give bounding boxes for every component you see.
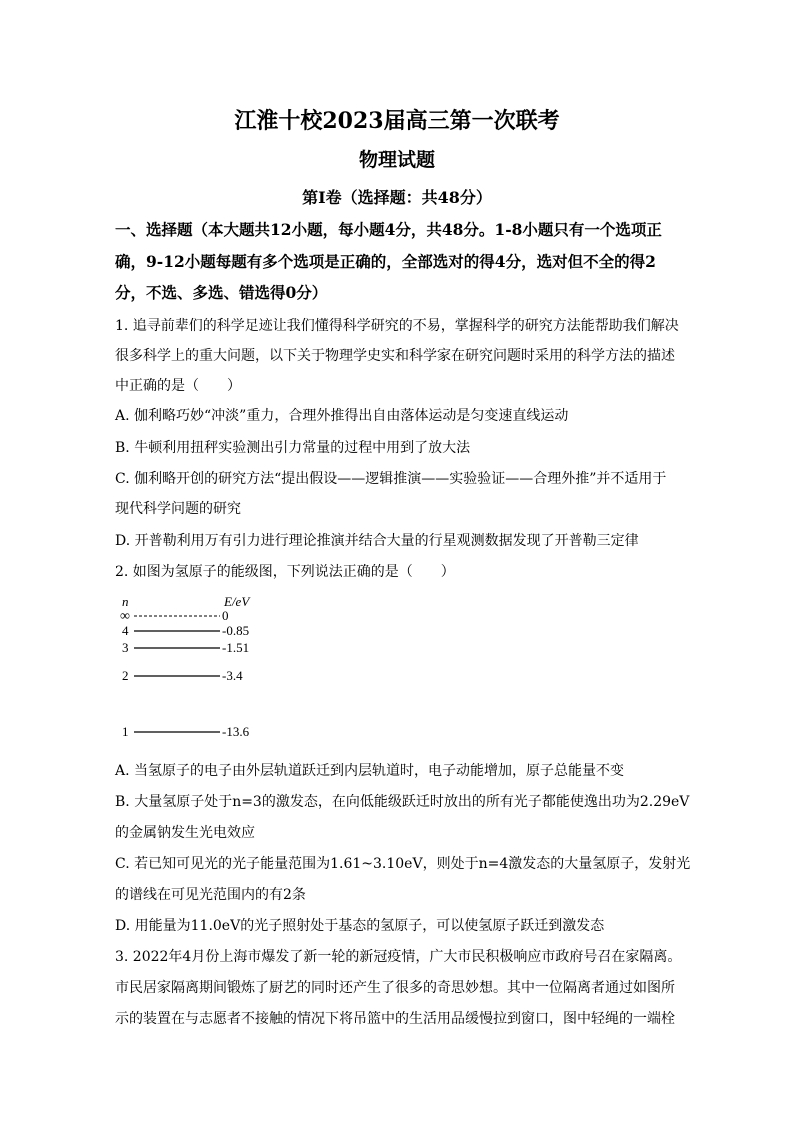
question-2-option-b: B. 大量氢原子处于n=3的激发态，在向低能级跃迁时放出的所有光子都能使逸出功为2.29eV bbox=[115, 794, 690, 810]
level-1-n: 1 bbox=[122, 724, 129, 739]
energy-level-diagram bbox=[118, 590, 298, 750]
question-3-line: 3. 2022年4月份上海市爆发了新一轮的新冠疫情，广大市民积极响应市政府号召在家隔离。 bbox=[115, 949, 682, 965]
subject-title: 物理试题 bbox=[358, 149, 435, 171]
question-3-line: 市民居家隔离期间锻炼了厨艺的同时还产生了很多的奇思妙想。其中一位隔离者通过如图所 bbox=[115, 980, 675, 996]
section-instructions-line: 一、选择题（本大题共12小题，每小题4分，共48分。1-8小题只有一个选项正 bbox=[115, 220, 662, 239]
question-1-option-c-cont: 现代科学问题的研究 bbox=[115, 501, 241, 517]
exam-title: 江淮十校2023届高三第一次联考 bbox=[234, 108, 560, 134]
question-3-line: 示的装置在与志愿者不接触的情况下将吊篮中的生活用品缓慢拉到窗口，图中轻绳的一端栓 bbox=[115, 1011, 675, 1027]
question-1-option-d: D. 开普勒利用万有引力进行理论推演并结合大量的行星观测数据发现了开普勒三定律 bbox=[115, 533, 639, 549]
level-2-n: 2 bbox=[122, 668, 129, 683]
level-3-n: 3 bbox=[122, 640, 129, 655]
question-1-stem-line: 很多科学上的重大问题，以下关于物理学史实和科学家在研究问题时采用的科学方法的描述 bbox=[115, 348, 675, 364]
question-2-option-b-cont: 的金属钠发生光电效应 bbox=[115, 825, 255, 841]
n-axis-label: n bbox=[122, 594, 129, 609]
level-2-energy: -3.4 bbox=[222, 668, 243, 683]
question-1-option-a: A. 伽利略巧妙“冲淡”重力，合理外推得出自由落体运动是匀变速直线运动 bbox=[115, 408, 569, 424]
question-2-option-a: A. 当氢原子的电子由外层轨道跃迁到内层轨道时，电子动能增加，原子总能量不变 bbox=[115, 763, 625, 779]
question-2-stem: 2. 如图为氢原子的能级图，下列说法正确的是（ ） bbox=[115, 564, 455, 580]
section-instructions-line: 确，9-12小题每题有多个选项是正确的，全部选对的得4分，选对但不全的得2 bbox=[115, 252, 656, 271]
question-2-option-c: C. 若已知可见光的光子能量范围为1.61~3.10eV，则处于n=4激发态的大量氢原子，发射光 bbox=[115, 856, 691, 872]
energy-axis-label: E/eV bbox=[224, 594, 250, 609]
question-1-option-c: C. 伽利略开创的研究方法“提出假设——逻辑推演——实验验证——合理外推”并不适用于 bbox=[115, 471, 667, 487]
section-instructions-line: 分，不选、多选、错选得0分） bbox=[115, 283, 328, 302]
level-1-energy: -13.6 bbox=[222, 724, 250, 739]
question-1-option-b: B. 牛顿利用扭秤实验测出引力常量的过程中用到了放大法 bbox=[115, 440, 471, 456]
level-infinity-energy: 0 bbox=[222, 608, 229, 623]
level-4-energy: -0.85 bbox=[222, 623, 250, 638]
question-2-option-c-cont: 的谱线在可见光范围内的有2条 bbox=[115, 887, 306, 903]
question-1-stem-line: 1. 追寻前辈们的科学足迹让我们懂得科学研究的不易，掌握科学的研究方法能帮助我们解决 bbox=[115, 318, 679, 334]
part-title: 第Ⅰ卷（选择题：共48分） bbox=[302, 188, 492, 207]
question-1-stem-line: 中正确的是（ ） bbox=[115, 378, 241, 394]
question-2-option-d: D. 用能量为11.0eV的光子照射处于基态的氢原子，可以使氢原子跃迁到激发态 bbox=[115, 918, 605, 934]
level-infinity-n: ∞ bbox=[120, 609, 130, 624]
level-4-n: 4 bbox=[122, 623, 129, 638]
level-3-energy: -1.51 bbox=[222, 640, 250, 655]
